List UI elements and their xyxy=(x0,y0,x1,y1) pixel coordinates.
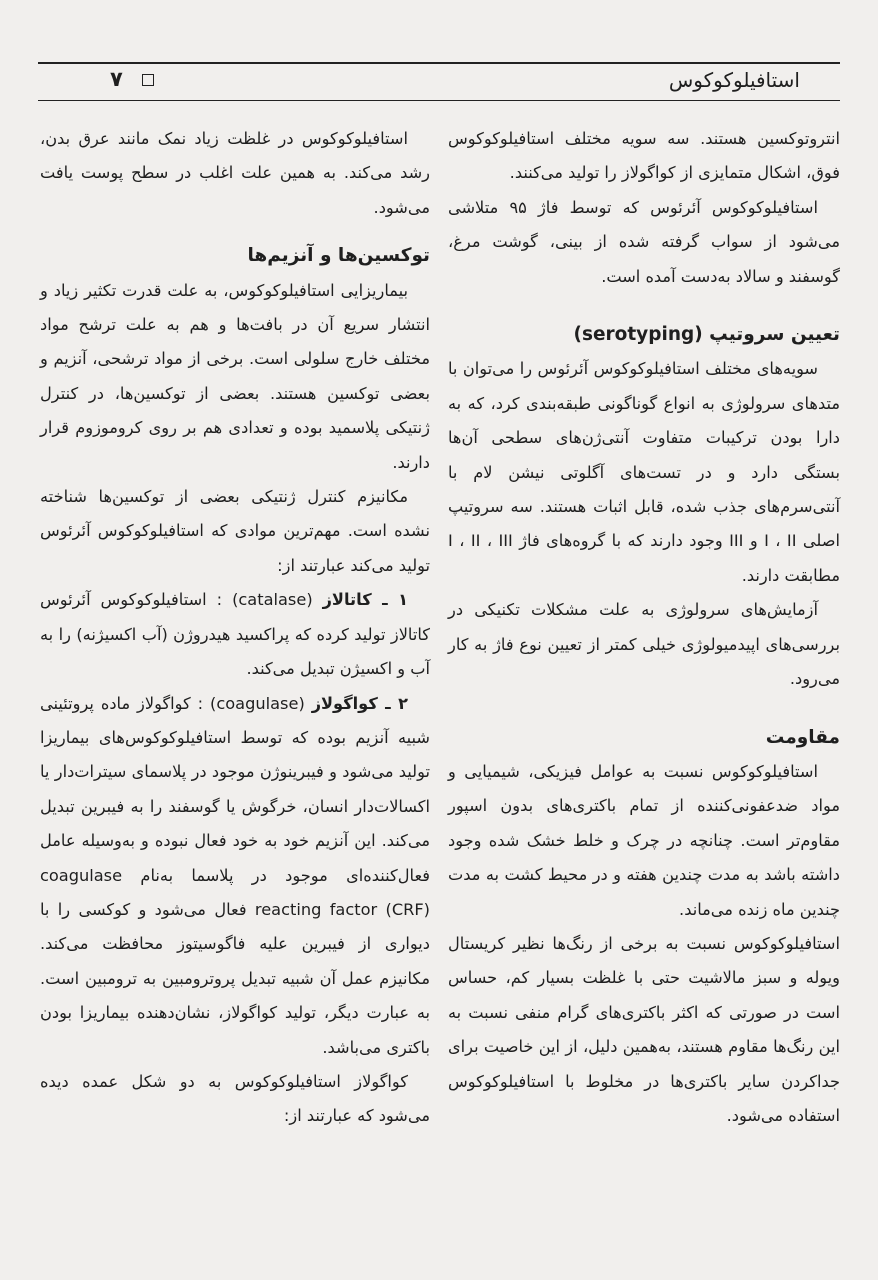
right-column xyxy=(448,122,840,1133)
paragraph: استافیلوکوکوس آئرئوس که توسط فاژ ۹۵ متلاشی می‌شود از سواب گرفته شده از بینی، گوشت مرغ، گوسفند و سالاد به‌دست آمده است. xyxy=(448,197,840,286)
left-column xyxy=(40,122,430,1134)
section-heading-serotyping: تعیین سروتیپ (serotyping) xyxy=(573,324,840,346)
paragraph: انتروتوکسین هستند. سه سویه مختلف استافیلوکوکوس فوق، اشکال متمایزی از کواگولاز را تولید می‌کنند. xyxy=(448,129,840,183)
paragraph: استافیلوکوکوس نسبت به عوامل فیزیکی، شیمیایی و مواد ضدعفونی‌کننده از تمام باکتری‌های بدون اسپور مقاوم‌تر است. چنانچه در چرک و خلط خشک شده وجود داشته باشد به مدت چندین هفته و در محیط کشت به مدت چندین ماه زنده می‌ماند. xyxy=(448,761,840,919)
page-number: ۷ xyxy=(110,67,123,91)
running-title: استافیلوکوکوس xyxy=(668,68,800,92)
list-item xyxy=(40,583,430,686)
section-heading-resistance: مقاومت xyxy=(765,726,840,748)
paragraph: استافیلوکوکوس در غلظت زیاد نمک مانند عرق بدن، رشد می‌کند. به همین علت اغلب در سطح پوست یافت می‌شود. xyxy=(40,129,430,217)
term-coagulase: ۲ ـ کواگولاز xyxy=(311,693,408,713)
list-item xyxy=(40,687,430,1065)
paragraph: استافیلوکوکوس نسبت به برخی از رنگ‌ها نظیر کریستال ویوله و سبز مالاشیت حتی با غلظت بسیار کم، حساس است در صورتی که اکثر باکتری‌های گرام منفی نسبت به این رنگ‌ها مقاوم هستند، به‌همین دلیل، از این خاصیت برای جداکردن سایر باکتری‌ها در مخلوط با استافیلوکوکوس استفاده می‌شود. xyxy=(448,933,840,1125)
paragraph: بیماریزایی استافیلوکوکوس، به علت قدرت تکثیر زیاد و انتشار سریع آن در بافت‌ها و هم به علت ترشح مواد مختلف خارج سلولی است. برخی از مواد ترشحی، آنزیم و بعضی توکسین هستند. بعضی از توکسین‌ها، در کنترل ژنتیکی پلاسمید بوده و تعدادی هم بر روی کروموزوم قرار دارند. xyxy=(40,280,430,472)
item-text: (coagulase) : کواگولاز ماده پروتئینی شبیه آنزیم بوده که توسط استافیلوکوکوس‌های بیماریزا تولید می‌شود و فیبرینوژن موجود در پلاسمای سیترات‌دار یا اکسالات‌دار انسان، خرگوش یا گوسفند را به فیبرین تبدیل می‌کند. این آنزیم خود به خود فعال نبوده و به‌وسیله عامل فعال‌کننده‌ای موجود در پلاسما به‌نام coagulase reacting factor (CRF) فعال می‌شود و کوکسی را با دیواری از فیبرین علیه فاگوسیتوز محافظت می‌کند. مکانیزم عمل آن شبیه تبدیل پروترومبین به ترومبین است. به عبارت دیگر، تولید کواگولاز، نشان‌دهنده بیماریزا بودن باکتری می‌باشد. xyxy=(40,693,430,1057)
paragraph: مکانیزم کنترل ژنتیکی بعضی از توکسین‌ها شناخته نشده است. مهم‌ترین موادی که استافیلوکوکوس آئرئوس تولید می‌کند عبارتند از: xyxy=(40,487,430,575)
square-icon xyxy=(142,74,154,86)
item-text: (catalase) : استافیلوکوکوس آئرئوس کاتالاز تولید کرده که پراکسید هیدروژن (آب اکسیژنه) را به آب و اکسیژن تبدیل می‌کند. xyxy=(40,590,430,679)
paragraph: کواگولاز استافیلوکوکوس به دو شکل عمده دیده می‌شود که عبارتند از: xyxy=(40,1071,430,1126)
paragraph: سویه‌های مختلف استافیلوکوکوس آئرئوس را می‌توان با متدهای سرولوژی به انواع گوناگونی طبقه‌بندی کرد، که به دارا بودن ترکیبات متفاوت آنتی‌ژن‌های سطحی آن‌ها بستگی دارد و در تست‌های آگلوتی نیشن لام با آنتی‌سرم‌های جذب شده، قابل اثبات هستند. سه سروتیپ اصلی I ، II و III وجود دارند که با گروه‌های فاژ I ، II ، III مطابقت دارند. xyxy=(448,359,841,585)
term-catalase: ۱ ـ کاتالاز xyxy=(322,590,408,610)
header-rule-bottom xyxy=(38,100,840,101)
paragraph: آزمایش‌های سرولوژی به علت مشکلات تکنیکی در بررسی‌های اپیدمیولوژی خیلی کمتر از تعیین نوع فاژ به کار می‌رود. xyxy=(448,600,840,689)
section-heading-toxins: توکسین‌ها و آنزیم‌ها xyxy=(247,245,430,267)
header-rule-top xyxy=(38,62,840,64)
page-header xyxy=(38,62,840,102)
